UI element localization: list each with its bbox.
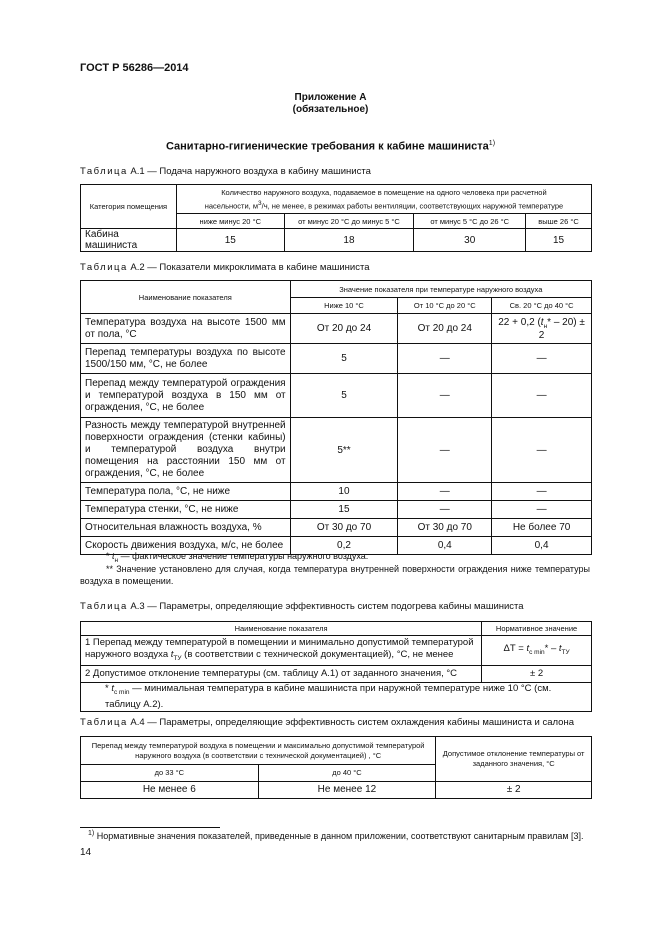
table2-row-name: Температура пола, °С, не ниже <box>81 483 291 501</box>
table2-row-name: Перепад температуры воздуха по высоте 1500/150 мм, °С, не более <box>81 344 291 374</box>
appendix-status: (обязательное) <box>292 104 369 115</box>
table2-cell: 0,4 <box>398 537 492 555</box>
table1-cell: 30 <box>414 229 526 252</box>
table1-header-category: Категория помещения <box>81 185 177 229</box>
table2-cell: 5 <box>290 344 398 374</box>
table2-cell: От 20 до 24 <box>290 314 398 344</box>
table1-header-group: Количество наружного воздуха, подаваемое в помещение на одного человека при расчетной насельности, $м^3/ч$, не менее, в режимах работы вентиляции, соответствующих наружной температуре <box>176 185 591 214</box>
table2-row-name: Температура воздуха на высоте 1500 мм от пола, °С <box>81 314 291 344</box>
standard-header: ГОСТ Р 56286—2014 <box>80 62 189 74</box>
table1-subheader: от минус 20 °С до минус 5 °С <box>284 214 414 229</box>
footnote-divider <box>80 827 220 828</box>
table4-cell: Не менее 12 <box>258 782 436 799</box>
page-number: 14 <box>80 847 92 858</box>
table2-cell: — <box>492 344 592 374</box>
table3-row2-value: ± 2 <box>482 666 592 683</box>
table4-header-deviation: Допустимое отклонение температуры от заданного значения, °С <box>436 737 592 782</box>
table1-cell: 18 <box>284 229 414 252</box>
footnote: $^{1)}$ Нормативные значения показателей, приведенные в данном приложении, соответствуют санитарным правилам [3]. <box>88 830 584 841</box>
table2-cell-formula: 22 + 0,2 $(t_н* - 20) \pm 2$ <box>492 314 592 344</box>
table2-header-name: Наименование показателя <box>81 281 291 314</box>
table2-cell: 5 <box>290 374 398 418</box>
table2-cell: Не более 70 <box>492 519 592 537</box>
table3 <box>80 621 592 712</box>
table2-subheader: Ниже 10 °С <box>290 298 398 314</box>
footnote-mark: 1) <box>88 830 95 837</box>
table3-note: * $t_{c min}$ — минимальная температура в кабине машиниста при наружной температуре ниже 10 °С (см. таблицу А.2). <box>81 683 592 712</box>
main-title: Санитарно-гигиенические требования к кабине машиниста$^{1)}$ <box>165 140 496 153</box>
table2-row-name: Скорость движения воздуха, м/с, не более <box>81 537 291 555</box>
table2-row-name: Относительная влажность воздуха, % <box>81 519 291 537</box>
table3-caption: Таблица А.3 — Параметры, определяющие эффективность систем подогрева кабины машиниста <box>80 601 524 612</box>
table3-header-value: Нормативное значение <box>482 622 592 636</box>
table3-row2-name: 2 Допустимое отклонение температуры (см. таблицу А.1) от заданного значения, °С <box>81 666 482 683</box>
table2-subheader: Св. 20 °С до 40 °С <box>492 298 592 314</box>
table2-cell: — <box>398 501 492 519</box>
table4-cell: Не менее 6 <box>81 782 259 799</box>
table2-cell: — <box>398 418 492 483</box>
table3-row1-value: $\Delta Т = t_{c min}* - t_{ТУ}$ <box>482 636 592 666</box>
table2-cell: От 20 до 24 <box>398 314 492 344</box>
table2-row-name: Перепад между температурой ограждения и температурой воздуха в 150 мм от ограждения, °С, не более <box>81 374 291 418</box>
table2-note2: ** Значение установлено для случая, когда температура внутренней поверхности ограждения ниже температуры воздуха в помещении. <box>80 564 590 586</box>
table1-cell: 15 <box>526 229 592 252</box>
table1-row-label: Кабина машиниста <box>81 229 177 252</box>
table2-cell: 10 <box>290 483 398 501</box>
table2-cell: — <box>492 501 592 519</box>
table4-caption: Таблица А.4 — Параметры, определяющие эффективность систем охлаждения кабины машиниста и салона <box>80 717 574 728</box>
table2-note1: * $t_н$ — фактическое значение температуры наружного воздуха. <box>106 551 369 564</box>
table3-row1-name: 1 Перепад между температурой в помещении и минимально допустимой температурой наружного воздуха $t_{ТУ}$ (в соответствии с технической документацией), °С, не менее <box>81 636 482 666</box>
footnote-ref: 1) <box>488 140 496 147</box>
table3-header-name: Наименование показателя <box>81 622 482 636</box>
table4 <box>80 736 592 799</box>
table2-cell: — <box>492 374 592 418</box>
table4-cell: ± 2 <box>436 782 592 799</box>
table1 <box>80 184 592 252</box>
table1-subheader: от минус 5 °С до 26 °С <box>414 214 526 229</box>
table2-cell: — <box>398 374 492 418</box>
table2-row-name: Разность между температурой внутренней поверхности ограждения (стенки кабины) и температурой воздуха внутри помещения на расстоянии 150 мм от ограждения, °С, не более <box>81 418 291 483</box>
table2-cell: 15 <box>290 501 398 519</box>
table2-caption: Таблица А.2 — Показатели микроклимата в кабине машиниста <box>80 262 370 273</box>
table4-subheader: до 40 °С <box>258 765 436 782</box>
table2-header-group: Значение показателя при температуре наружного воздуха <box>290 281 591 298</box>
table2-row-name: Температура стенки, °С, не ниже <box>81 501 291 519</box>
table2-cell: От 30 до 70 <box>290 519 398 537</box>
table1-cell: 15 <box>176 229 284 252</box>
table2-cell: 5** <box>290 418 398 483</box>
table2-cell: — <box>398 483 492 501</box>
table2-cell: 0,4 <box>492 537 592 555</box>
table2-cell: От 30 до 70 <box>398 519 492 537</box>
table2 <box>80 280 592 555</box>
table1-caption: Таблица А.1 — Подача наружного воздуха в кабину машиниста <box>80 166 371 177</box>
table4-header-group: Перепад между температурой воздуха в помещении и максимально допустимой температурой наружного воздуха (в соответствии с технической документацией) , °С <box>81 737 436 765</box>
table2-cell: — <box>492 418 592 483</box>
table2-subheader: От 10 °С до 20 °С <box>398 298 492 314</box>
table2-cell: — <box>398 344 492 374</box>
table2-cell: — <box>492 483 592 501</box>
table1-subheader: выше 26 °С <box>526 214 592 229</box>
table4-subheader: до 33 °С <box>81 765 259 782</box>
appendix-title: Приложение А <box>294 92 367 103</box>
table2-cell: 0,2 <box>290 537 398 555</box>
table1-subheader: ниже минус 20 °С <box>176 214 284 229</box>
